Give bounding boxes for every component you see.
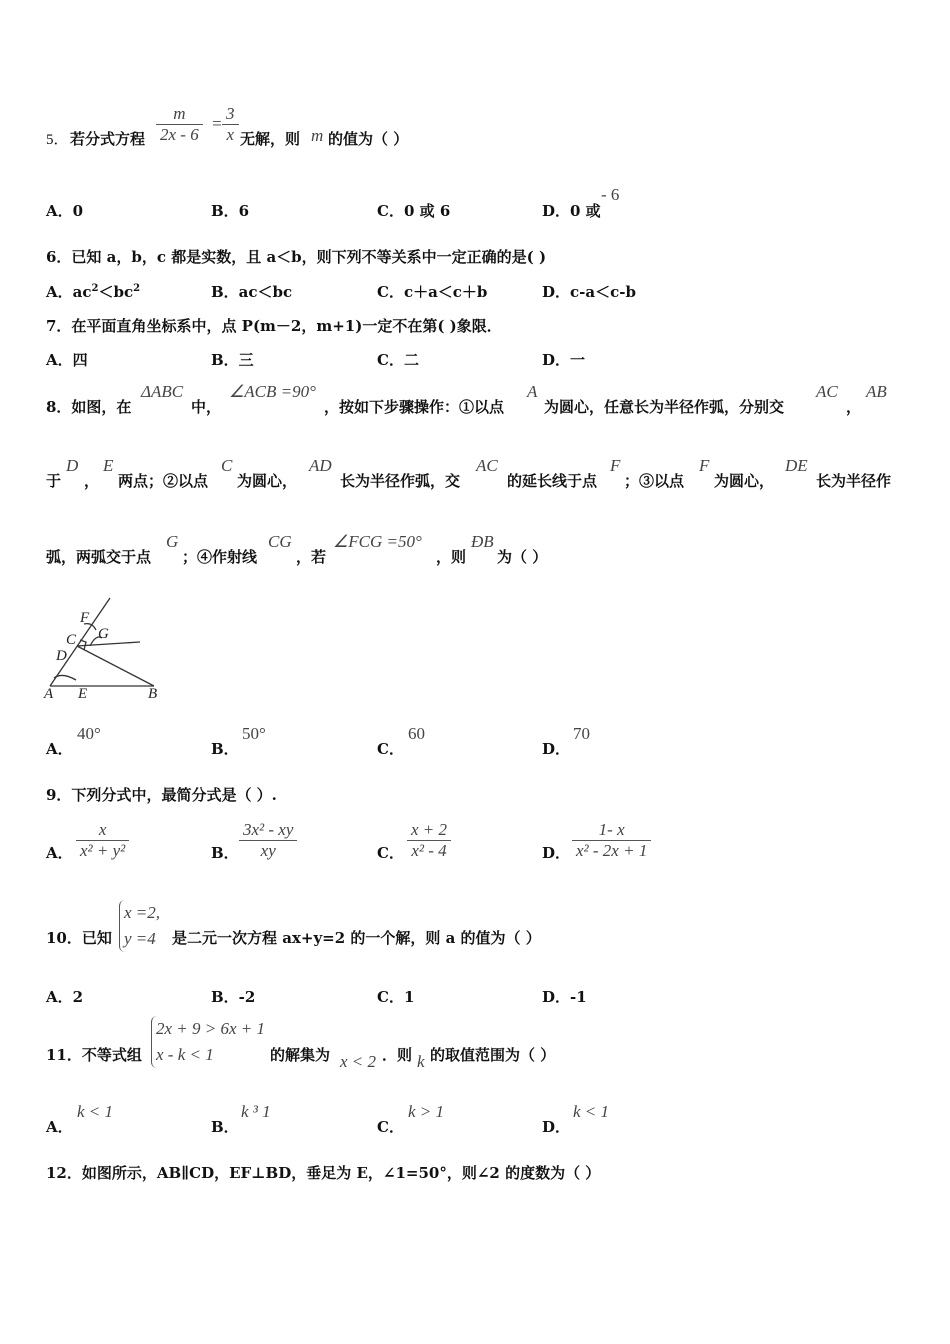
q7-option-a[interactable]: A．四 [46, 351, 88, 369]
q9-stem: 9．下列分式中，最简分式是（ ）. [46, 786, 277, 804]
q6-stem: 6．已知 a，b，c 都是实数，且 a＜b，则下列不等关系中一定正确的是( ) [46, 248, 547, 266]
q7-option-d[interactable]: D．一 [542, 351, 586, 369]
q10-option-a[interactable]: A．2 [46, 988, 84, 1006]
q5-prefix: 若分式方程 [70, 130, 146, 148]
q5-equals: = [211, 114, 223, 133]
q11-system: 2x + 9 > 6x + 1 x - k < 1 [151, 1016, 265, 1068]
q5-option-d-math: - 6 [601, 185, 620, 204]
q6-option-a[interactable]: A．$ac^2<bc^2$ [46, 283, 141, 301]
q10-option-c[interactable]: C．1 [377, 988, 415, 1006]
label-E: E [78, 686, 88, 702]
q5-number: 5． [46, 132, 69, 148]
q8-line-2: 于 D ， E 两点；②以点 C 为圆心， AD 长为半径作弧，交 AC 的延长线于点 F ；③以点 F 为圆心， DE 长为半径作 [46, 456, 892, 490]
q5-text-2: 的值为（ ） [328, 130, 409, 148]
label-C: C [66, 632, 77, 648]
q6-option-b[interactable]: B．ac＜bc [211, 283, 293, 301]
q10-system: x =2, y =4 [119, 900, 160, 952]
q8-geometry-figure [40, 594, 180, 706]
q7-stem: 7．在平面直角坐标系中，点 P(m－2，m+1)一定不在第( )象限． [46, 317, 502, 335]
question-10: 10．已知 x =2, y =4 是二元一次方程 ax+y=2 的一个解，则 a 的值为（ ） [46, 900, 646, 956]
q7-option-c[interactable]: C．二 [377, 351, 419, 369]
q5-option-a[interactable]: A．0 [46, 202, 84, 220]
q5-option-d[interactable]: D．0 或 [542, 202, 601, 220]
q6-option-c[interactable]: C．c＋a＜c＋b [377, 283, 488, 301]
q8-line-1: 8．如图，在 ΔABC 中， ∠ACB =90° ，按如下步骤操作：①以点 A 为圆心，任意长为半径作弧，分别交 AC ， AB [46, 382, 887, 416]
q5-fraction-right: $\frac{3}{x}$ [222, 104, 239, 145]
q10-option-d[interactable]: D．-1 [542, 988, 587, 1006]
label-A: A [44, 686, 54, 702]
q5-option-c[interactable]: C．0 或 6 [377, 202, 451, 220]
q5-text-1: 无解，则 [240, 130, 301, 148]
q5-var: m [311, 126, 324, 145]
question-11: 11．不等式组 2x + 9 > 6x + 1 x - k < 1 的解集为 x < 2 ．则 k 的取值范围为（ ） [46, 1016, 666, 1076]
label-D: D [56, 648, 67, 664]
side-cb [77, 646, 154, 686]
q6-option-d[interactable]: D．c-a＜c-b [542, 283, 636, 301]
q5-option-b[interactable]: B．6 [211, 202, 250, 220]
q8-line-3: 弧，两弧交于点 G ；④作射线 CG ，若 ∠FCG =50° ，则 ÐB 为（ ） [46, 532, 548, 566]
q7-option-b[interactable]: B．三 [211, 351, 254, 369]
label-G: G [98, 626, 109, 642]
arc-de [54, 675, 76, 680]
label-F: F [80, 610, 90, 626]
q12-stem: 12．如图所示，AB∥CD，EF⊥BD，垂足为 E，∠1=50°，则∠2 的度数为（ ） [46, 1164, 601, 1182]
q10-option-b[interactable]: B．-2 [211, 988, 256, 1006]
q5-fraction-left: $\frac{m}{2x - 6}$ [156, 104, 203, 145]
label-B: B [148, 686, 158, 702]
